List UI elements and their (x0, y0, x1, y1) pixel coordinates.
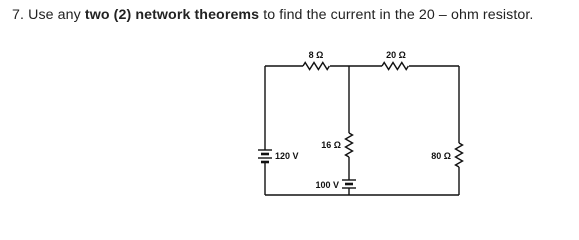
label-80-ohm: 80 Ω (431, 151, 451, 161)
question-text-before: Use any (28, 7, 81, 23)
question-emphasis: two (2) network theorems (84, 7, 260, 23)
battery-100v-symbol (342, 180, 356, 188)
label-8-ohm: 8 Ω (308, 50, 324, 60)
label-20-ohm: 20 Ω (386, 50, 406, 60)
label-16-ohm: 16 Ω (321, 140, 341, 150)
label-100v: 100 V (315, 180, 339, 190)
battery-120v-symbol (258, 150, 272, 162)
resistor-8-ohm (303, 63, 329, 70)
question-number: 7. (12, 7, 25, 23)
resistor-80-ohm (456, 143, 463, 167)
resistor-20-ohm (382, 63, 408, 70)
label-120v: 120 V (275, 151, 299, 161)
resistor-16-ohm (346, 133, 353, 157)
question-text-after: to find the current in the 20 – ohm resistor. (263, 7, 534, 23)
